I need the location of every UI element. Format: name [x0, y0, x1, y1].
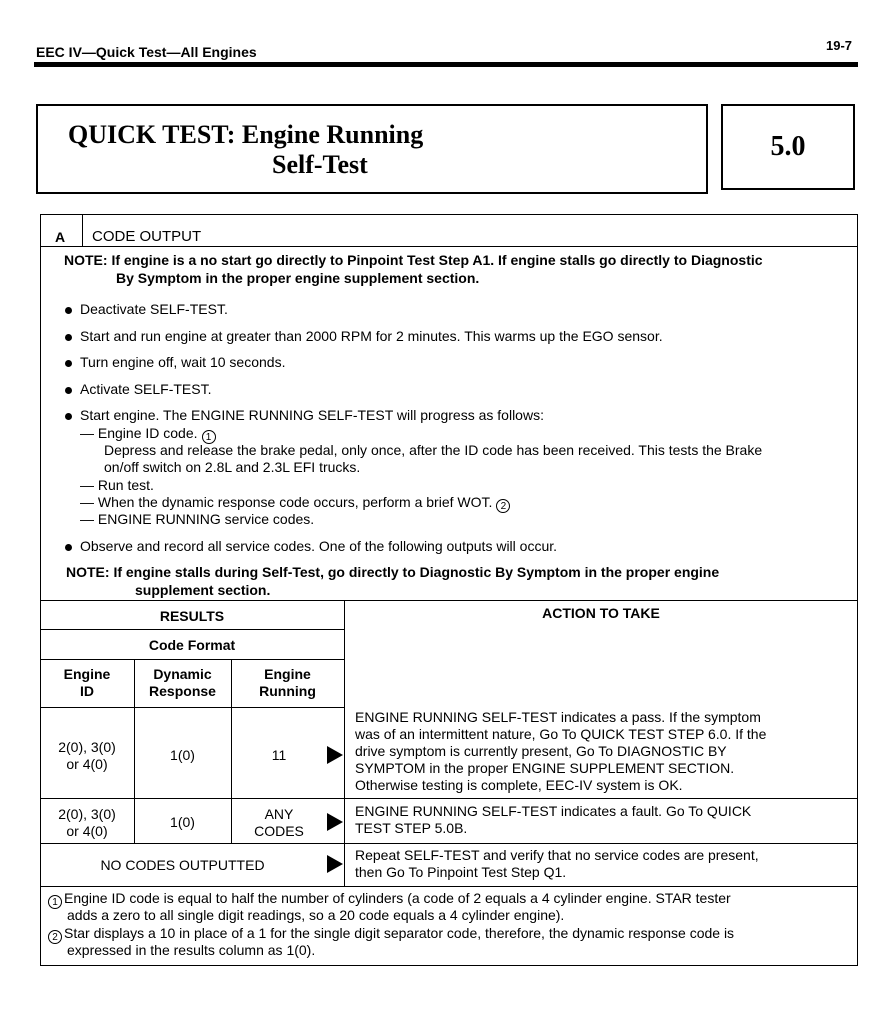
section-name: CODE OUTPUT: [92, 228, 202, 245]
substep-engine-id: — Engine ID code. 1: [80, 425, 216, 444]
arrow-right-icon: [327, 813, 343, 831]
row2-engine-running: ANY CODES: [254, 806, 304, 839]
row2-action-line1: ENGINE RUNNING SELF-TEST indicates a fault. Go To QUICK: [355, 803, 752, 819]
section-header-rule: [40, 246, 858, 247]
table-rule: [40, 707, 345, 708]
footnote-1-line2: adds a zero to all single digit readings, so a 20 code equals a 4 cylinder engine).: [67, 907, 565, 923]
row1-engine-running: 11: [271, 747, 287, 763]
step-start-engine: Start engine. The ENGINE RUNNING SELF-TEST will progress as follows:: [80, 407, 544, 423]
footnote-2-line1: 2 Star displays a 10 in place of a 1 for the single digit separator code, therefore, the dynamic response code is: [48, 925, 734, 944]
section-letter-divider: [82, 214, 83, 246]
footnote-1-line1: 1 Engine ID code is equal to half the number of cylinders (a code of 2 equals a 4 cylinder engine. STAR tester: [48, 890, 731, 909]
section-letter: A: [55, 229, 66, 245]
bullet: [65, 413, 72, 420]
code-format-header: Code Format: [148, 637, 236, 653]
row1-action-line1: ENGINE RUNNING SELF-TEST indicates a pass. If the symptom: [355, 709, 761, 725]
col-engine-running-header: Engine Running: [259, 666, 316, 699]
results-header: RESULTS: [159, 608, 225, 624]
substep-depress-line2: on/off switch on 2.8L and 2.3L EFI trucks.: [104, 459, 361, 475]
step-engine-off: Turn engine off, wait 10 seconds.: [80, 354, 286, 370]
action-header: ACTION TO TAKE: [542, 605, 660, 621]
footnote-marker: 1: [202, 430, 216, 444]
step-deactivate: Deactivate SELF-TEST.: [80, 301, 228, 317]
footnote-marker: 2: [48, 930, 62, 944]
substep-depress-line1: Depress and release the brake pedal, only once, after the ID code has been received. This tests the Brake: [104, 442, 763, 458]
substep-service-codes: — ENGINE RUNNING service codes.: [80, 511, 315, 527]
row3-no-codes: NO CODES OUTPUTTED: [100, 857, 265, 873]
bullet: [65, 307, 72, 314]
page-title-line2: Self-Test: [272, 150, 368, 179]
row1-action-line2: was of an intermittent nature, Go To QUICK TEST STEP 6.0. If the: [355, 726, 767, 742]
page-number: 19-7: [826, 38, 853, 53]
note-no-start-line2: By Symptom in the proper engine supplement section.: [116, 270, 480, 286]
table-rule: [40, 600, 858, 601]
step-observe: Observe and record all service codes. One of the following outputs will occur.: [80, 538, 558, 554]
page-title-line1: QUICK TEST: Engine Running: [68, 120, 424, 149]
row3-action-line2: then Go To Pinpoint Test Step Q1.: [355, 864, 567, 880]
page-header-title: EEC IV—Quick Test—All Engines: [36, 44, 257, 60]
table-rule: [40, 798, 858, 799]
note-stall-line1: NOTE: If engine stalls during Self-Test, go directly to Diagnostic By Symptom in the proper engine: [66, 564, 720, 580]
bullet: [65, 360, 72, 367]
row1-action-line3: drive symptom is currently present, Go To DIAGNOSTIC BY: [355, 743, 727, 759]
col-dynamic-response-header: Dynamic Response: [149, 666, 216, 699]
arrow-right-icon: [327, 855, 343, 873]
row1-engine-id: 2(0), 3(0) or 4(0): [58, 739, 116, 772]
bullet: [65, 544, 72, 551]
header-rule: [34, 62, 858, 67]
row1-action-line4: SYMPTOM in the proper ENGINE SUPPLEMENT SECTION.: [355, 760, 735, 776]
step-start-run: Start and run engine at greater than 2000 RPM for 2 minutes. This warms up the EGO sensor.: [80, 328, 663, 344]
table-rule: [40, 659, 345, 660]
note-stall-line2: supplement section.: [135, 582, 271, 598]
footnote-2-line2: expressed in the results column as 1(0).: [67, 942, 316, 958]
step-activate: Activate SELF-TEST.: [80, 381, 212, 397]
row3-action-line1: Repeat SELF-TEST and verify that no service codes are present,: [355, 847, 759, 863]
col-engine-id-header: Engine ID: [63, 666, 111, 699]
note-no-start-line1: NOTE: If engine is a no start go directly to Pinpoint Test Step A1. If engine stalls go directly to Diagnostic: [64, 252, 763, 268]
row2-dynamic-response: 1(0): [170, 814, 195, 830]
bullet: [65, 334, 72, 341]
substep-dynamic-response: — When the dynamic response code occurs, perform a brief WOT. 2: [80, 494, 510, 513]
bullet: [65, 387, 72, 394]
table-rule: [40, 843, 858, 844]
footnote-marker: 1: [48, 895, 62, 909]
row1-action-line5: Otherwise testing is complete, EEC-IV system is OK.: [355, 777, 683, 793]
row1-dynamic-response: 1(0): [170, 747, 195, 763]
row2-action-line2: TEST STEP 5.0B.: [355, 820, 468, 836]
table-rule: [40, 886, 858, 887]
footnote-marker: 2: [496, 499, 510, 513]
step-number: 5.0: [770, 131, 806, 162]
table-rule: [40, 629, 345, 630]
row2-engine-id: 2(0), 3(0) or 4(0): [58, 806, 116, 839]
arrow-right-icon: [327, 746, 343, 764]
substep-run-test: — Run test.: [80, 477, 154, 493]
